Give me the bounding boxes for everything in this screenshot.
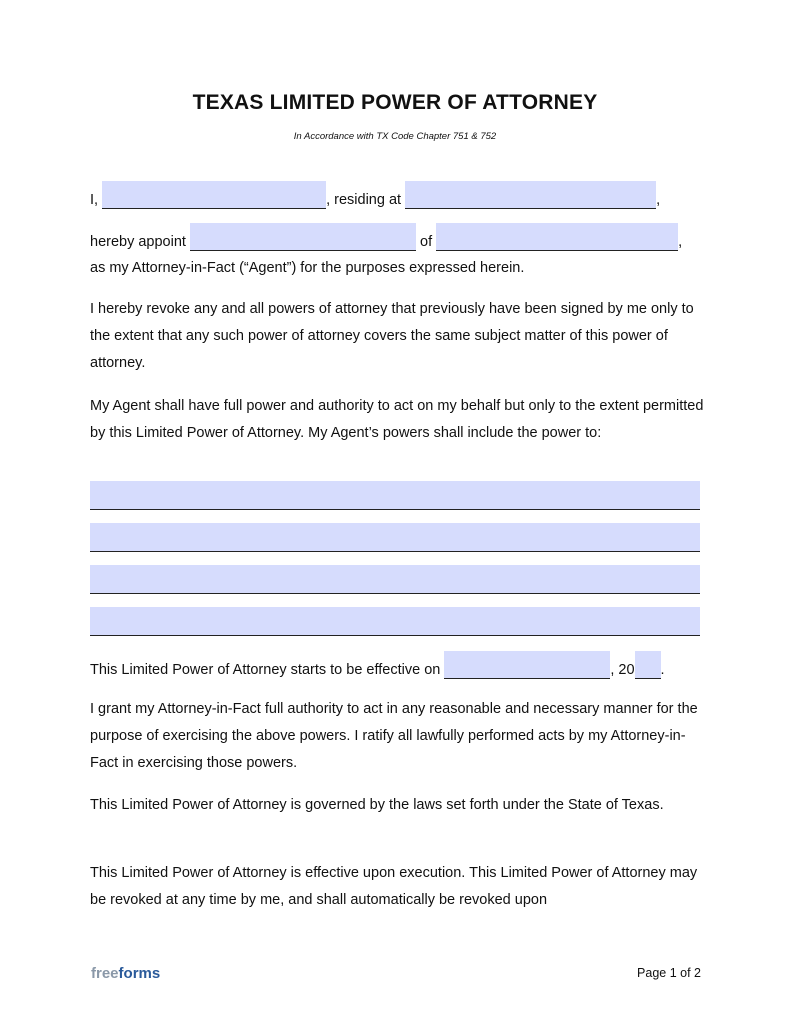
- document-title: TEXAS LIMITED POWER OF ATTORNEY: [192, 91, 598, 114]
- effective-year-field[interactable]: [635, 651, 661, 679]
- effective-period: .: [660, 662, 665, 678]
- powers-field-2[interactable]: [90, 523, 700, 552]
- powers-field-4[interactable]: [90, 607, 700, 636]
- powers-field-3[interactable]: [90, 565, 700, 594]
- freeforms-logo[interactable]: [91, 965, 160, 982]
- residing-label: , residing at: [326, 192, 402, 208]
- governed-paragraph: This Limited Power of Attorney is governed by the laws set forth under the State of Texas.: [90, 797, 664, 813]
- year-prefix: , 20: [610, 662, 635, 678]
- effective-line: [90, 651, 665, 681]
- powers-field-1[interactable]: [90, 481, 700, 510]
- agent-line: [90, 223, 682, 253]
- page-number: Page 1 of 2: [637, 966, 701, 980]
- line2-comma: ,: [678, 234, 683, 250]
- principal-name-field[interactable]: [102, 181, 326, 209]
- line1-comma: ,: [656, 192, 661, 208]
- of-label: of: [420, 234, 433, 250]
- appoint-label: hereby appoint: [90, 234, 186, 250]
- agent-address-field[interactable]: [436, 223, 678, 251]
- principal-prefix: I,: [90, 192, 99, 208]
- powers-paragraph: My Agent shall have full power and authority to act on my behalf but only to the extent permitted by this Limited Power of Attorney. My Agent’s powers shall include the power to:: [90, 398, 704, 441]
- execution-paragraph: This Limited Power of Attorney is effective upon execution. This Limited Power of Attorney may be revoked at any time by me, and shall automatically be revoked upon: [90, 865, 698, 908]
- effective-date-field[interactable]: [444, 651, 610, 679]
- logo-forms-text: forms: [118, 965, 161, 982]
- grant-paragraph: I grant my Attorney-in-Fact full authority to act in any reasonable and necessary manner for the purpose of exercising the above powers. I ratify all lawfully performed acts by my Attorney-in-Fact in exercising those powers.: [90, 701, 698, 771]
- agent-purpose-text: as my Attorney-in-Fact (“Agent”) for the purposes expressed herein.: [90, 260, 525, 276]
- principal-address-field[interactable]: [405, 181, 656, 209]
- agent-name-field[interactable]: [190, 223, 416, 251]
- document-subtitle: In Accordance with TX Code Chapter 751 & 752: [293, 131, 497, 142]
- revoke-paragraph: I hereby revoke any and all powers of attorney that previously have been signed by me only to the extent that any such power of attorney covers the same subject matter of this power of attorney.: [90, 301, 694, 371]
- logo-free-text: free: [91, 965, 119, 982]
- principal-line: [90, 181, 660, 211]
- effective-label: This Limited Power of Attorney starts to be effective on: [90, 662, 441, 678]
